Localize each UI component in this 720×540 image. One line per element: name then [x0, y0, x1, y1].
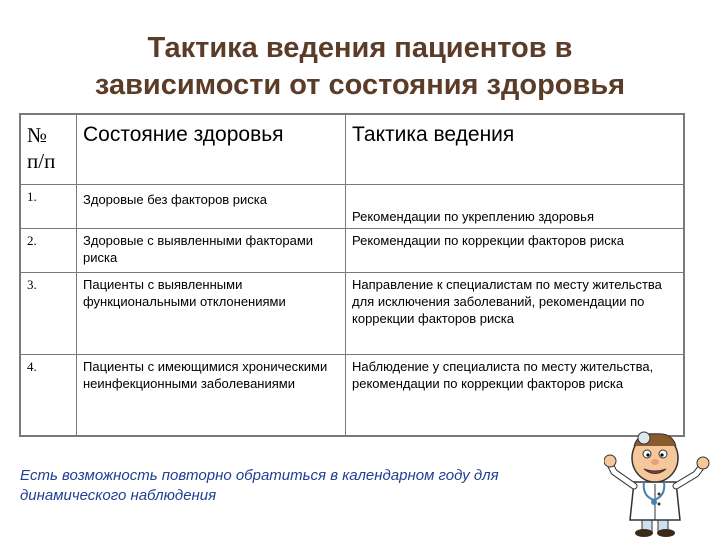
- title-line-2: зависимости от состояния здоровья: [94, 69, 626, 101]
- table-row: [20, 184, 684, 228]
- table-row: [20, 228, 684, 272]
- row-number: 1.: [20, 184, 77, 228]
- footnote: Есть возможность повторно обратиться в календарном году для динамического наблюдения: [20, 467, 499, 504]
- row-number: 2.: [20, 228, 77, 272]
- table-row: [20, 354, 684, 436]
- tactics-table: [19, 113, 685, 437]
- row-number: 3.: [20, 272, 77, 354]
- row-state: Пациенты с имеющимися хроническими неинфекционными заболеваниями: [77, 354, 346, 436]
- table-row: [20, 272, 684, 354]
- row-tactic: Рекомендации по укреплению здоровья: [346, 184, 685, 228]
- page-title: [0, 30, 720, 104]
- row-state: Пациенты с выявленными функциональными отклонениями: [77, 272, 346, 354]
- row-state: Здоровые без факторов риска: [77, 184, 346, 228]
- title-line-1: Тактика ведения пациентов в: [147, 32, 573, 64]
- doctor-cartoon-icon: [604, 424, 710, 538]
- header-number: № п/п: [20, 114, 77, 184]
- row-tactic: Наблюдение у специалиста по месту жительства, рекомендации по коррекции факторов риска: [346, 354, 685, 436]
- row-tactic: Рекомендации по коррекции факторов риска: [346, 228, 685, 272]
- header-tactic: Тактика ведения: [346, 114, 685, 184]
- row-tactic: Направление к специалистам по месту жительства для исключения заболеваний, рекомендации по коррекции факторов риска: [346, 272, 685, 354]
- header-health-state: Состояние здоровья: [77, 114, 346, 184]
- row-number: 4.: [20, 354, 77, 436]
- table-header-row: [20, 114, 684, 184]
- row-state: Здоровые с выявленными факторами риска: [77, 228, 346, 272]
